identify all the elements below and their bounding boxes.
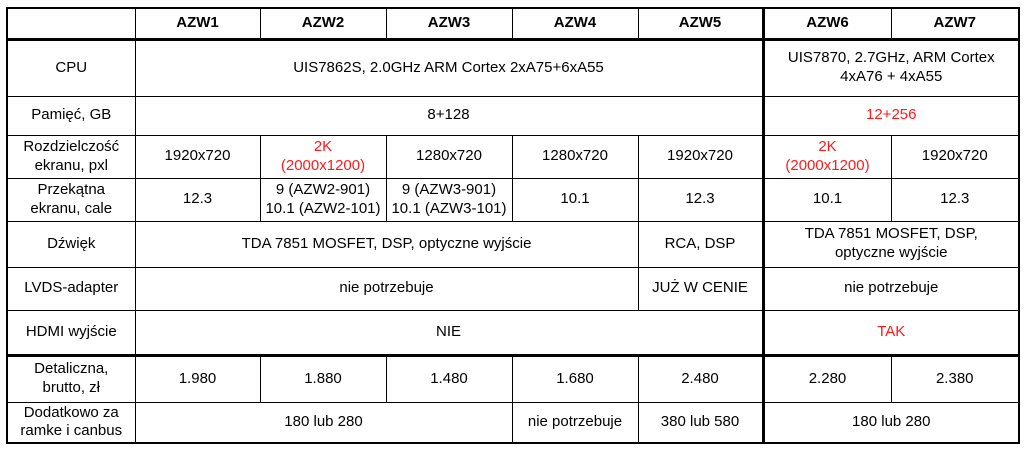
row-label-sound: Dźwięk bbox=[7, 221, 135, 267]
row-diagonal bbox=[7, 178, 1019, 221]
diagonal-azw4: 10.1 bbox=[512, 178, 638, 221]
spec-comparison-table bbox=[6, 7, 1020, 444]
resolution-azw4: 1280x720 bbox=[512, 135, 638, 178]
row-label-memory: Pamięć, GB bbox=[7, 96, 135, 135]
row-label-resolution-line2: ekranu, pxl bbox=[34, 156, 108, 174]
diagonal-azw7: 12.3 bbox=[891, 178, 1019, 221]
sound-azw5: RCA, DSP bbox=[638, 221, 763, 267]
row-label-resolution-line1: Rozdzielczość bbox=[23, 137, 120, 155]
row-label-extra-line2: ramke i canbus bbox=[20, 422, 123, 440]
row-price bbox=[7, 355, 1019, 402]
cpu-azw1-5: UIS7862S, 2.0GHz ARM Cortex 2xA75+6xA55 bbox=[135, 39, 763, 96]
row-lvds bbox=[7, 267, 1019, 310]
diagonal-azw3 bbox=[386, 178, 512, 221]
row-label-extra bbox=[7, 402, 135, 443]
row-label-cpu: CPU bbox=[7, 39, 135, 96]
corner-cell bbox=[7, 8, 135, 39]
header-azw6: AZW6 bbox=[763, 8, 891, 39]
header-azw4: AZW4 bbox=[512, 8, 638, 39]
price-azw1: 1.980 bbox=[135, 355, 260, 402]
hdmi-azw6-7: TAK bbox=[763, 310, 1019, 355]
header-azw3: AZW3 bbox=[386, 8, 512, 39]
resolution-azw2-line2: (2000x1200) bbox=[280, 156, 366, 174]
cpu-azw6-7 bbox=[763, 39, 1019, 96]
row-label-diagonal bbox=[7, 178, 135, 221]
resolution-azw2-line1: 2K bbox=[313, 137, 333, 155]
row-label-price-line1: Detaliczna, bbox=[34, 360, 109, 378]
header-row bbox=[7, 8, 1019, 39]
resolution-azw5: 1920x720 bbox=[638, 135, 763, 178]
lvds-azw1-4: nie potrzebuje bbox=[135, 267, 638, 310]
sound-azw1-4: TDA 7851 MOSFET, DSP, optyczne wyjście bbox=[135, 221, 638, 267]
memory-azw6-7: 12+256 bbox=[763, 96, 1019, 135]
row-label-resolution bbox=[7, 135, 135, 178]
lvds-azw6-7: nie potrzebuje bbox=[763, 267, 1019, 310]
row-label-price bbox=[7, 355, 135, 402]
diagonal-azw6: 10.1 bbox=[763, 178, 891, 221]
row-label-extra-line1: Dodatkowo za bbox=[23, 403, 119, 421]
row-extra bbox=[7, 402, 1019, 443]
row-label-diagonal-line1: Przekątna bbox=[37, 180, 106, 198]
row-label-hdmi: HDMI wyjście bbox=[7, 310, 135, 355]
row-resolution bbox=[7, 135, 1019, 178]
resolution-azw6-line1: 2K bbox=[818, 137, 837, 155]
sound-azw6-7-line1: TDA 7851 MOSFET, DSP, bbox=[804, 225, 978, 243]
header-azw1: AZW1 bbox=[135, 8, 260, 39]
memory-azw1-5: 8+128 bbox=[135, 96, 763, 135]
diagonal-azw3-line1: 9 (AZW3-901) bbox=[401, 180, 497, 198]
resolution-azw6 bbox=[763, 135, 891, 178]
diagonal-azw5: 12.3 bbox=[638, 178, 763, 221]
extra-azw4: nie potrzebuje bbox=[512, 402, 638, 443]
diagonal-azw2 bbox=[260, 178, 386, 221]
diagonal-azw2-line1: 9 (AZW2-901) bbox=[275, 180, 371, 198]
price-azw6: 2.280 bbox=[763, 355, 891, 402]
extra-azw5: 380 lub 580 bbox=[638, 402, 763, 443]
row-memory bbox=[7, 96, 1019, 135]
diagonal-azw3-line2: 10.1 (AZW3-101) bbox=[391, 199, 507, 217]
header-azw5: AZW5 bbox=[638, 8, 763, 39]
row-label-diagonal-line2: ekranu, cale bbox=[30, 199, 113, 217]
row-hdmi bbox=[7, 310, 1019, 355]
price-azw3: 1.480 bbox=[386, 355, 512, 402]
resolution-azw7: 1920x720 bbox=[891, 135, 1019, 178]
header-azw2: AZW2 bbox=[260, 8, 386, 39]
resolution-azw6-line2: (2000x1200) bbox=[785, 156, 870, 174]
resolution-azw1: 1920x720 bbox=[135, 135, 260, 178]
row-cpu bbox=[7, 39, 1019, 96]
extra-azw1-3: 180 lub 280 bbox=[135, 402, 512, 443]
cpu-azw6-7-line1: UIS7870, 2.7GHz, ARM Cortex bbox=[787, 49, 995, 67]
price-azw4: 1.680 bbox=[512, 355, 638, 402]
header-azw7: AZW7 bbox=[891, 8, 1019, 39]
resolution-azw3: 1280x720 bbox=[386, 135, 512, 178]
hdmi-azw1-5: NIE bbox=[135, 310, 763, 355]
cpu-azw6-7-line2: 4xA76 + 4xA55 bbox=[840, 68, 943, 85]
row-label-lvds: LVDS-adapter bbox=[7, 267, 135, 310]
sound-azw6-7-line2: optyczne wyjście bbox=[834, 244, 948, 261]
sound-azw6-7 bbox=[763, 221, 1019, 267]
price-azw7: 2.380 bbox=[891, 355, 1019, 402]
row-label-price-line2: brutto, zł bbox=[42, 379, 101, 396]
lvds-azw5: JUŻ W CENIE bbox=[638, 267, 763, 310]
resolution-azw2 bbox=[260, 135, 386, 178]
extra-azw6-7: 180 lub 280 bbox=[763, 402, 1019, 443]
price-azw5: 2.480 bbox=[638, 355, 763, 402]
diagonal-azw1: 12.3 bbox=[135, 178, 260, 221]
price-azw2: 1.880 bbox=[260, 355, 386, 402]
row-sound bbox=[7, 221, 1019, 267]
diagonal-azw2-line2: 10.1 (AZW2-101) bbox=[265, 199, 381, 217]
